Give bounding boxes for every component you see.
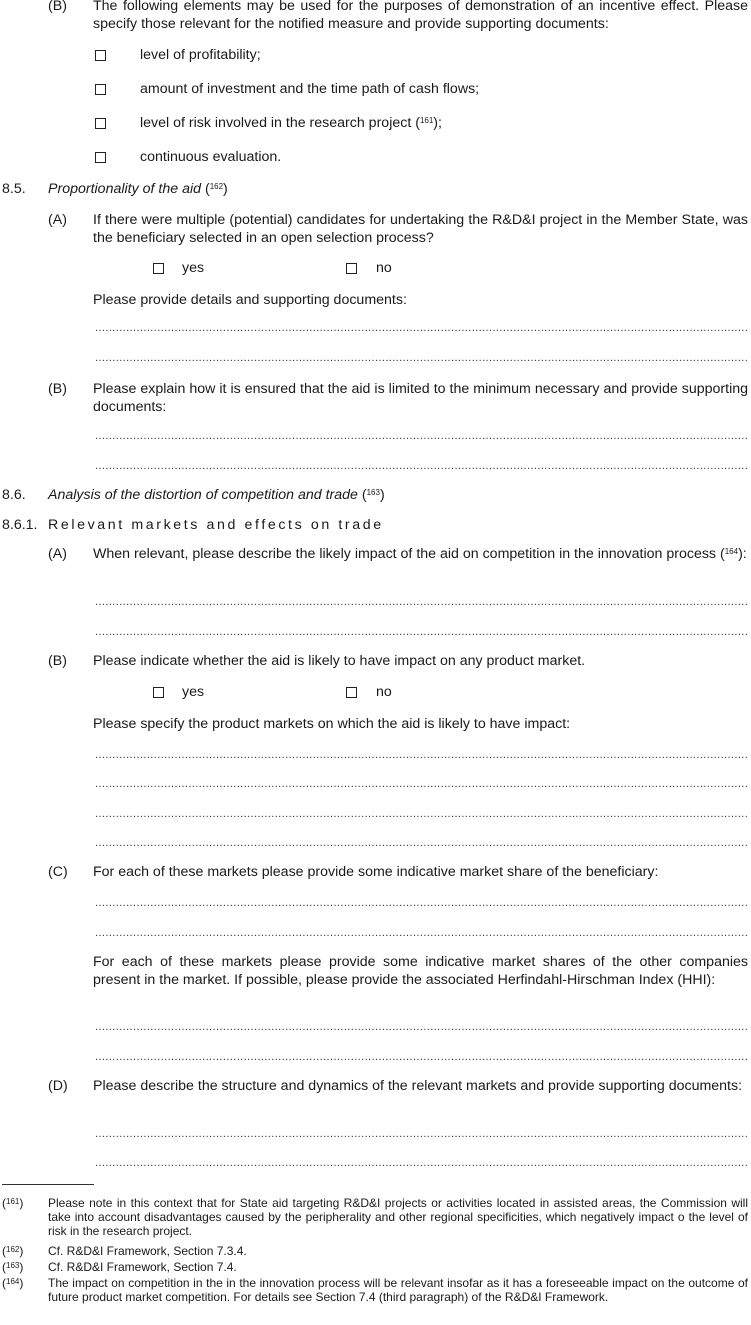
item-label-d: (D) (48, 1078, 68, 1094)
checkbox-risk-level[interactable] (95, 118, 106, 129)
footnote-separator (2, 1184, 94, 1185)
footnote-ref-162[interactable]: 162 (209, 182, 224, 191)
item-label-c: (C) (48, 864, 68, 880)
section-title-8-6: Analysis of the distortion of competition and trade ($^{163}$) (48, 487, 385, 503)
footnote-ref-163[interactable]: 163 (366, 488, 380, 497)
answer-line[interactable] (95, 461, 748, 471)
footnote-ref-161[interactable]: 161 (419, 116, 434, 125)
beneficiary-market-share-question: For each of these markets please provide some indicative market share of the beneficiary: (93, 864, 659, 880)
checkbox-no[interactable] (346, 687, 357, 698)
answer-line[interactable] (95, 597, 748, 607)
footnote-number: ($^{162}$) (2, 1244, 24, 1258)
footnote-text: Cf. R&D&I Framework, Section 7.3.4. (48, 1244, 247, 1258)
no-label: no (376, 684, 392, 700)
market-structure-question: Please describe the structure and dynamics of the relevant markets and provide supporting documents: (93, 1078, 743, 1094)
checkbox-yes[interactable] (153, 687, 164, 698)
incentive-effect-instructions: The following elements may be used for the purposes of demonstration of an incentive effect. Please specify those relevant for the notified measure and provide supporting documents: (93, 0, 748, 32)
option-investment-cash-flows: amount of investment and the time path of cash flows; (140, 81, 480, 97)
section-title-8-6-1: Relevant markets and effects on trade (48, 517, 384, 533)
answer-line[interactable] (95, 779, 748, 789)
footnote-text: Please note in this context that for State aid targeting R&D&I projects or activities located in assisted areas, the Commission will take into account disadvantages caused by the peripherality and other regional specificities, which negatively impact o the level of risk in the research project. (48, 1196, 748, 1238)
innovation-impact-question: When relevant, please describe the likely impact of the aid on competition in the innovation process ($^{164}$): (93, 546, 747, 562)
footnote-ref-164[interactable]: 164 (724, 547, 739, 556)
footnote-text: Cf. R&D&I Framework, Section 7.4. (48, 1260, 237, 1274)
answer-line[interactable] (95, 750, 748, 760)
answer-line[interactable] (95, 838, 748, 848)
checkbox-investment-cash-flows[interactable] (95, 84, 106, 95)
answer-line[interactable] (95, 431, 748, 441)
footnote-number: ($^{164}$) (2, 1276, 24, 1290)
item-label-b: (B) (48, 381, 67, 397)
checkbox-profitability[interactable] (95, 50, 106, 61)
item-label-a: (A) (48, 546, 67, 562)
item-label-a: (A) (48, 212, 67, 228)
answer-line[interactable] (95, 1022, 748, 1032)
checkbox-continuous-evaluation[interactable] (95, 152, 106, 163)
answer-line[interactable] (95, 323, 748, 333)
answer-line[interactable] (95, 1129, 748, 1139)
product-market-question: Please indicate whether the aid is likely to have impact on any product market. (93, 653, 586, 669)
section-number-8-5: 8.5. (2, 181, 26, 197)
answer-line[interactable] (95, 627, 748, 637)
answer-line[interactable] (95, 353, 748, 363)
section-title-8-5: Proportionality of the aid ($^{162}$) (48, 181, 228, 197)
option-continuous-evaluation: continuous evaluation. (140, 149, 282, 165)
selection-process-question: If there were multiple (potential) candidates for undertaking the R&D&I project in the Member State, was the beneficiary selected in an open selection process? (93, 212, 748, 246)
answer-line[interactable] (95, 928, 748, 938)
details-prompt: Please provide details and supporting documents: (93, 292, 407, 308)
answer-line[interactable] (95, 1158, 748, 1168)
checkbox-no[interactable] (346, 263, 357, 274)
option-profitability: level of profitability; (140, 47, 261, 63)
yes-label: yes (182, 260, 205, 276)
item-label-b: (B) (48, 0, 67, 14)
answer-line[interactable] (95, 898, 748, 908)
checkbox-yes[interactable] (153, 263, 164, 274)
product-markets-prompt: Please specify the product markets on which the aid is likely to have impact: (93, 716, 571, 732)
competitor-market-share-question: For each of these markets please provide some indicative market shares of the other companies present in the market. If possible, please provide the associated Herfindahl-Hirschman Index (HHI): (93, 954, 748, 988)
option-risk-level: level of risk involved in the research project ($^{161}$); (140, 115, 442, 131)
section-number-8-6-1: 8.6.1. (2, 517, 38, 533)
no-label: no (376, 260, 392, 276)
footnote-number: ($^{163}$) (2, 1260, 24, 1274)
minimum-necessary-question: Please explain how it is ensured that the aid is limited to the minimum necessary and provide supporting documents: (93, 381, 748, 415)
answer-line[interactable] (95, 1052, 748, 1062)
item-label-b: (B) (48, 653, 67, 669)
section-number-8-6: 8.6. (2, 487, 26, 503)
answer-line[interactable] (95, 809, 748, 819)
footnote-text: The impact on competition in the in the innovation process will be relevant insofar as it has a foreseeable impact on the outcome of future product market competition. For details see Section 7.4 (third paragraph) of the R&D&I Framework. (48, 1276, 748, 1304)
yes-label: yes (182, 684, 205, 700)
footnote-number: ($^{161}$) (2, 1196, 24, 1210)
